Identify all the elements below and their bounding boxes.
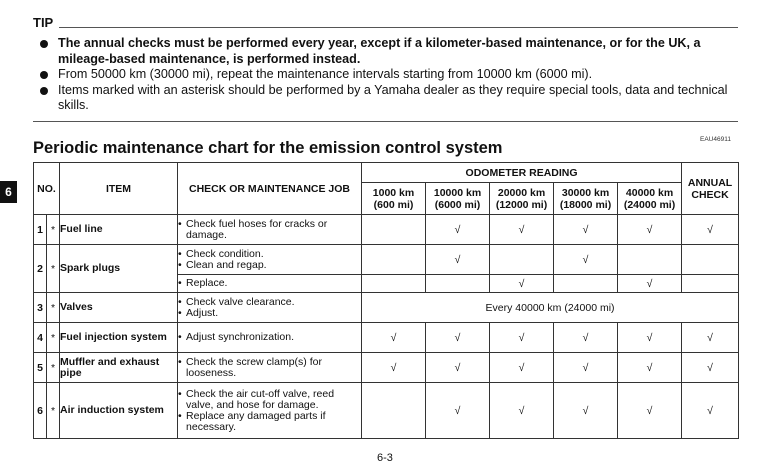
header-interval xyxy=(490,183,554,215)
check-mark-cell: √ xyxy=(682,383,739,439)
job-line: • Replace any damaged parts if necessary. xyxy=(178,411,361,433)
interval-note: Every 40000 km (24000 mi) xyxy=(362,293,739,323)
table-row xyxy=(34,293,739,323)
tip-bullet-list xyxy=(38,36,740,114)
bullet-dot-icon xyxy=(40,87,48,95)
interval-km: 20000 km xyxy=(497,186,546,199)
header-odometer: ODOMETER READING xyxy=(362,163,682,183)
table-row xyxy=(34,245,739,275)
bullet-dot-icon xyxy=(40,71,48,79)
job-line: • Check fuel hoses for cracks or damage. xyxy=(178,219,361,241)
check-mark-cell: √ xyxy=(490,215,554,245)
item-name: Air induction system xyxy=(60,383,178,439)
item-name: Spark plugs xyxy=(60,245,178,293)
tip-bullet-text: The annual checks must be performed every year, except if a kilometer-based maintenance, or for the UK, a mileage-based maintenance, is performed instead. xyxy=(58,36,701,66)
table-row xyxy=(34,353,739,383)
asterisk-mark: * xyxy=(47,323,60,353)
item-name: Valves xyxy=(60,293,178,323)
interval-km: 40000 km xyxy=(625,186,674,199)
interval-km: 30000 km xyxy=(561,186,610,199)
check-mark-cell xyxy=(490,245,554,275)
job-line: • Check valve clearance. xyxy=(178,297,361,308)
job-line: • Adjust. xyxy=(178,308,361,319)
header-interval xyxy=(618,183,682,215)
check-mark-cell: √ xyxy=(554,245,618,275)
check-mark-cell xyxy=(362,275,426,293)
reference-code: EAU46911 xyxy=(700,136,731,143)
job-line: • Check the screw clamp(s) for looseness. xyxy=(178,357,361,379)
check-mark-cell: √ xyxy=(554,383,618,439)
header-interval xyxy=(554,183,618,215)
row-number: 3 xyxy=(34,293,47,323)
table-row xyxy=(34,215,739,245)
job-line: • Clean and regap. xyxy=(178,260,361,271)
header-interval xyxy=(362,183,426,215)
asterisk-mark: * xyxy=(47,383,60,439)
check-mark-cell: √ xyxy=(618,215,682,245)
asterisk-mark: * xyxy=(47,215,60,245)
asterisk-mark: * xyxy=(47,353,60,383)
tip-header xyxy=(33,16,738,30)
maintenance-job xyxy=(178,353,362,383)
check-mark-cell xyxy=(618,245,682,275)
check-mark-cell xyxy=(554,275,618,293)
asterisk-mark: * xyxy=(47,293,60,323)
tip-bottom-rule xyxy=(33,121,738,122)
check-mark-cell: √ xyxy=(554,215,618,245)
check-mark-cell: √ xyxy=(362,353,426,383)
check-mark-cell: √ xyxy=(618,275,682,293)
tip-rule xyxy=(59,27,738,28)
tip-label: TIP xyxy=(33,15,54,30)
check-mark-cell xyxy=(682,245,739,275)
check-mark-cell: √ xyxy=(554,323,618,353)
interval-km: 1000 km xyxy=(372,186,415,199)
check-mark-cell: √ xyxy=(618,383,682,439)
maintenance-job xyxy=(178,323,362,353)
check-mark-cell: √ xyxy=(618,323,682,353)
job-line: • Check the air cut-off valve, reed valve, and hose for damage. xyxy=(178,389,361,411)
maintenance-chart-table xyxy=(33,162,739,439)
header-interval xyxy=(426,183,490,215)
check-mark-cell: √ xyxy=(490,275,554,293)
chapter-tab: 6 xyxy=(0,181,17,203)
job-line: • Adjust synchronization. xyxy=(178,332,361,343)
check-mark-cell: √ xyxy=(426,353,490,383)
item-name: Fuel injection system xyxy=(60,323,178,353)
tip-bullet xyxy=(38,83,740,114)
header-annual-check: ANNUAL CHECK xyxy=(682,163,739,215)
maintenance-job xyxy=(178,215,362,245)
row-number: 1 xyxy=(34,215,47,245)
page-number: 6-3 xyxy=(377,452,393,464)
check-mark-cell: √ xyxy=(618,353,682,383)
check-mark-cell: √ xyxy=(426,383,490,439)
row-number: 2 xyxy=(34,245,47,293)
tip-bullet xyxy=(38,36,740,67)
row-number: 4 xyxy=(34,323,47,353)
job-line: • Replace. xyxy=(178,278,361,289)
check-mark-cell: √ xyxy=(426,323,490,353)
tip-bullet-text: From 50000 km (30000 mi), repeat the maintenance intervals starting from 10000 km (6000 mi). xyxy=(58,67,593,81)
header-no: NO. xyxy=(34,163,60,215)
interval-mi: (600 mi) xyxy=(373,198,414,211)
check-mark-cell xyxy=(362,215,426,245)
header-item: ITEM xyxy=(60,163,178,215)
check-mark-cell xyxy=(362,245,426,275)
item-name: Fuel line xyxy=(60,215,178,245)
bullet-dot-icon xyxy=(40,40,48,48)
header-job: CHECK OR MAINTENANCE JOB xyxy=(178,163,362,215)
maintenance-job xyxy=(178,383,362,439)
maintenance-job xyxy=(178,293,362,323)
interval-km: 10000 km xyxy=(433,186,482,199)
check-mark-cell: √ xyxy=(682,215,739,245)
maintenance-job xyxy=(178,275,362,293)
check-mark-cell: √ xyxy=(426,245,490,275)
check-mark-cell: √ xyxy=(490,323,554,353)
section-title: Periodic maintenance chart for the emission control system xyxy=(33,139,503,157)
tip-bullet-text: Items marked with an asterisk should be performed by a Yamaha dealer as they require special tools, data and technical skills. xyxy=(58,82,728,112)
asterisk-mark: * xyxy=(47,245,60,293)
maintenance-job xyxy=(178,245,362,275)
check-mark-cell: √ xyxy=(490,353,554,383)
check-mark-cell: √ xyxy=(682,323,739,353)
interval-mi: (6000 mi) xyxy=(434,198,481,211)
check-mark-cell: √ xyxy=(554,353,618,383)
row-number: 6 xyxy=(34,383,47,439)
interval-mi: (24000 mi) xyxy=(623,198,676,211)
check-mark-cell: √ xyxy=(490,383,554,439)
item-name: Muffler and exhaust pipe xyxy=(60,353,178,383)
tip-bullet xyxy=(38,67,740,83)
check-mark-cell xyxy=(426,275,490,293)
table-row xyxy=(34,383,739,439)
chart-body xyxy=(34,215,739,439)
check-mark-cell: √ xyxy=(362,323,426,353)
check-mark-cell xyxy=(682,275,739,293)
check-mark-cell: √ xyxy=(682,353,739,383)
check-mark-cell: √ xyxy=(426,215,490,245)
interval-mi: (18000 mi) xyxy=(559,198,612,211)
interval-mi: (12000 mi) xyxy=(495,198,548,211)
table-row xyxy=(34,323,739,353)
job-line: • Check condition. xyxy=(178,249,361,260)
row-number: 5 xyxy=(34,353,47,383)
check-mark-cell xyxy=(362,383,426,439)
